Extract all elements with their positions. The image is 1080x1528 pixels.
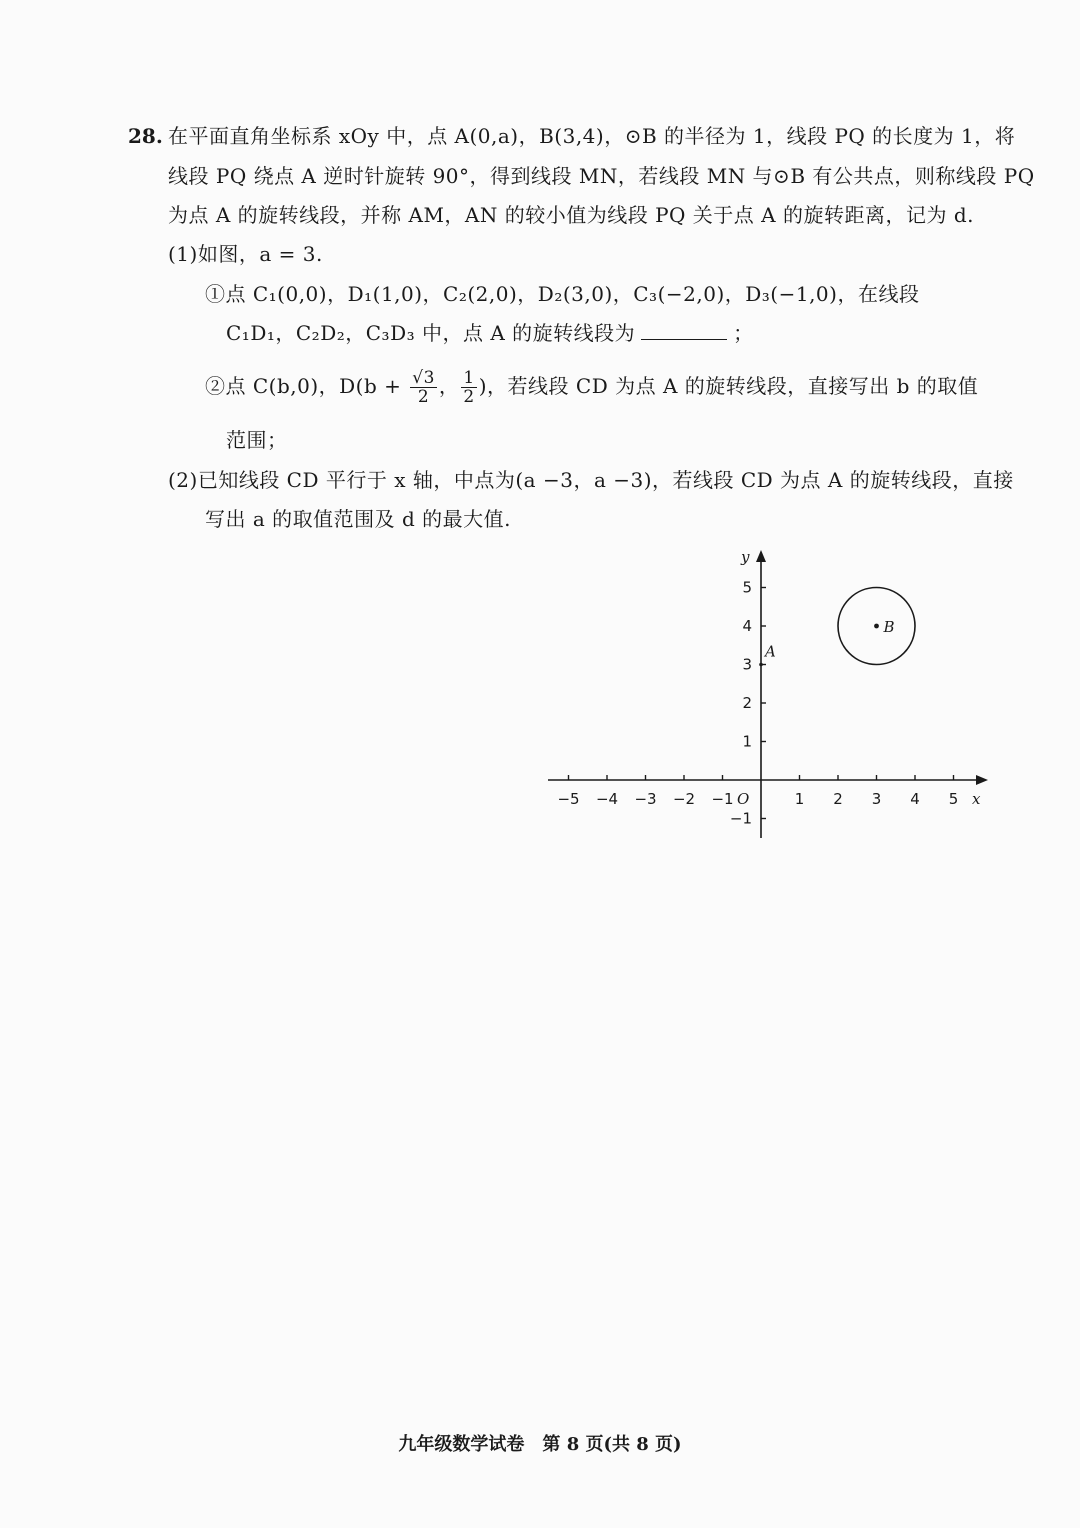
point-b [874,624,879,629]
part1-item2-sep: ， [438,374,460,398]
x-axis-arrow [976,775,988,785]
part1-item2-suffix: )，若线段 CD 为点 A 的旋转线段，直接写出 b 的取值 [478,374,979,398]
x-tick-label: −1 [711,790,734,808]
y-axis-label: y [741,548,750,566]
fraction-denominator: 2 [417,387,430,407]
stem-line-1: 在平面直角坐标系 xOy 中，点 A(0,a)，B(3,4)，⊙B 的半径为 1，线段 PQ 的长度为 1，将 [168,124,1016,148]
x-axis-label: x [972,790,981,808]
part1-item2-line2: 范围； [226,428,288,452]
x-tick-label: −3 [634,790,657,808]
fraction-numerator: √3 [412,368,435,388]
origin-label: O [737,790,750,808]
fraction-sqrt3-over-2 [410,369,437,406]
stem-line-2: 线段 PQ 绕点 A 逆时针旋转 90°，得到线段 MN，若线段 MN 与⊙B 有公共点，则称线段 PQ [168,164,1035,188]
point-a [759,663,763,667]
y-tick-label: 5 [742,578,752,597]
fraction-denominator: 2 [463,387,475,407]
part1-item1-line1: ①点 C₁(0,0)，D₁(1,0)，C₂(2,0)，D₂(3,0)，C₃(−2,0)，D₃(−1,0)，在线段 [205,282,920,306]
x-tick-label: 3 [871,790,882,808]
y-tick-label: 3 [742,655,752,674]
part1-item1-line2 [226,319,754,347]
x-tick-label: −5 [557,790,580,808]
question-number: 28. [128,124,163,148]
stem-line-3: 为点 A 的旋转线段，并称 AM，AN 的较小值为线段 PQ 关于点 A 的旋转距离，记为 d. [168,203,974,227]
point-a-label: A [765,642,776,661]
fraction-1-over-2 [461,369,476,406]
y-tick-label: 4 [742,617,752,635]
answer-blank[interactable] [641,321,727,340]
point-b-label: B [883,618,895,636]
x-tick-label: 4 [910,790,920,808]
coordinate-figure [540,540,1000,850]
part1-item2-prefix: ②点 C(b,0)，D(b + [205,374,402,398]
part2-line1: (2)已知线段 CD 平行于 x 轴，中点为(a −3，a −3)，若线段 CD 为点 A 的旋转线段，直接 [168,468,1014,492]
part1-item2-line1 [205,366,978,406]
x-tick-label: −2 [672,790,696,808]
part2-line2: 写出 a 的取值范围及 d 的最大值. [205,507,512,531]
part1-item1-end: ； [733,321,754,345]
y-tick-label: 2 [742,694,752,712]
y-tick-label: 1 [742,732,752,751]
page-footer: 九年级数学试卷 第 8 页(共 8 页) [398,1434,682,1455]
part1-item1-text: C₁D₁，C₂D₂，C₃D₃ 中，点 A 的旋转线段为 [226,321,636,345]
x-tick-label: 1 [794,790,805,808]
y-tick-label: −1 [729,809,752,828]
x-tick-label: −4 [595,790,619,808]
fraction-numerator: 1 [463,368,475,388]
y-axis-arrow [756,550,766,562]
x-tick-label: 5 [948,790,959,808]
x-tick-label: 2 [833,790,843,808]
part1-title: (1)如图，a = 3. [168,242,323,266]
